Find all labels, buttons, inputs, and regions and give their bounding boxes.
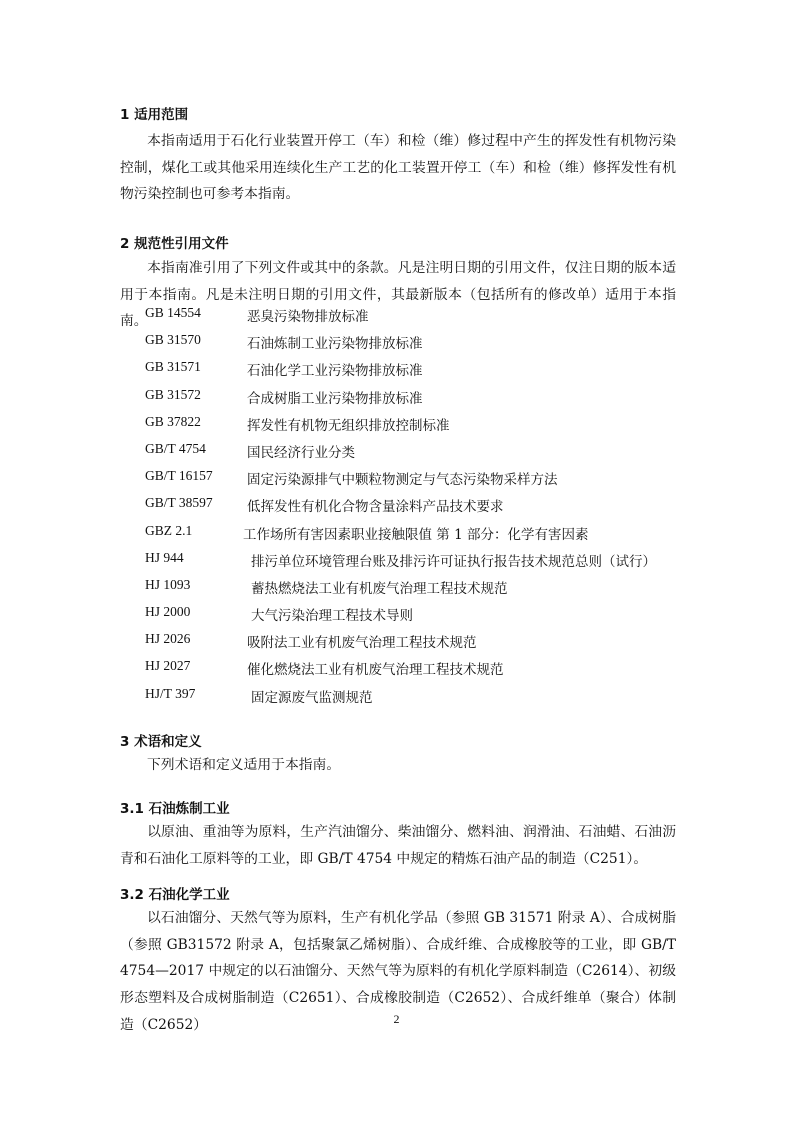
reference-title: 国民经济行业分类 [247,444,355,461]
reference-item [145,495,685,522]
normative-references-list [145,305,685,713]
reference-title: 吸附法工业有机废气治理工程技术规范 [247,635,477,652]
reference-item [145,631,685,658]
reference-code: HJ 2026 [145,631,191,647]
reference-item [145,414,685,441]
reference-code: HJ 1093 [145,576,191,592]
reference-item [145,523,685,550]
reference-code: GB/T 4754 [145,440,206,456]
reference-title: 固定源废气监测规范 [251,689,373,706]
reference-title: 固定污染源排气中颗粒物测定与气态污染物采样方法 [247,472,558,489]
reference-item [145,604,685,631]
reference-code: GB 31571 [145,359,201,375]
reference-code: GB 31572 [145,386,201,402]
reference-code: GB/T 16157 [145,468,213,484]
reference-item [145,468,685,495]
page-number: 2 [393,1012,400,1026]
reference-title: 大气污染治理工程技术导则 [251,608,413,625]
reference-title: 恶臭污染物排放标准 [247,309,369,325]
reference-code: HJ 2027 [145,658,191,674]
section-3-paragraph: 下列术语和定义适用于本指南。 [147,757,341,773]
reference-code: GB 37822 [145,413,201,429]
reference-title: 石油炼制工业污染物排放标准 [247,336,423,353]
section-3-1-heading: 3.1 石油炼制工业 [120,801,230,817]
reference-title: 排污单位环境管理台账及排污许可证执行报告技术规范总则（试行） [251,553,656,570]
section-3-heading: 3 术语和定义 [120,734,202,750]
reference-item [145,577,685,604]
reference-code: GB/T 38597 [145,495,213,511]
reference-title: 工作场所有害因素职业接触限值 第 1 部分：化学有害因素 [243,526,589,543]
section-3-2-paragraph: 以石油馏分、天然气等为原料，生产有机化学品（参照 GB 31571 附录 A）、合成树脂（参照 GB31572 附录 A，包括聚氯乙烯树脂）、合成纤维、合成橡胶等的工业，即 GB/T 4754—2017 中规定的以石油馏分、天然气等为原料的有机化学原料制造（C2614）、初级形态塑料及合成树脂制造（C2651）、合成橡胶制造（C2652）、合成纤维单（聚合）体制造（C2652） [120,910,676,1033]
section-2-heading: 2 规范性引用文件 [120,236,229,252]
section-3-1-paragraph: 以原油、重油等为原料，生产汽油馏分、柴油馏分、燃料油、润滑油、石油蜡、石油沥青和石油化工原料等的工业，即 GB/T 4754 中规定的精炼石油产品的制造（C251）。 [120,824,676,867]
reference-code: GB 31570 [145,332,201,348]
section-3-2-heading: 3.2 石油化学工业 [120,887,230,903]
reference-item [145,332,685,359]
reference-title: 催化燃烧法工业有机废气治理工程技术规范 [247,662,504,679]
reference-item [145,441,685,468]
reference-code: HJ 2000 [145,604,191,620]
reference-code: HJ/T 397 [145,685,196,701]
reference-item [145,686,685,713]
reference-item [145,387,685,414]
reference-title: 挥发性有机物无组织排放控制标准 [247,417,450,434]
section-1-heading: 1 适用范围 [120,107,189,123]
reference-item [145,305,685,332]
reference-item [145,658,685,685]
reference-title: 石油化学工业污染物排放标准 [247,363,423,380]
reference-title: 蓄热燃烧法工业有机废气治理工程技术规范 [251,580,508,597]
reference-code: GBZ 2.1 [145,522,193,538]
reference-title: 低挥发性有机化合物含量涂料产品技术要求 [247,499,504,516]
reference-item [145,550,685,577]
reference-title: 合成树脂工业污染物排放标准 [247,390,423,407]
reference-item [145,359,685,386]
reference-code: HJ 944 [145,549,184,565]
section-1-paragraph: 本指南适用于石化行业装置开停工（车）和检（维）修过程中产生的挥发性有机物污染控制，煤化工或其他采用连续化生产工艺的化工装置开停工（车）和检（维）修挥发性有机物污染控制也可参考本指南。 [120,133,676,203]
reference-code: GB 14554 [145,305,201,320]
section-2-paragraph: 本指南准引用了下列文件或其中的条款。凡是注明日期的引用文件，仅注日期的版本适用于本指南。凡是未注明日期的引用文件，其最新版本（包括所有的修改单）适用于本指南。 [120,260,676,330]
